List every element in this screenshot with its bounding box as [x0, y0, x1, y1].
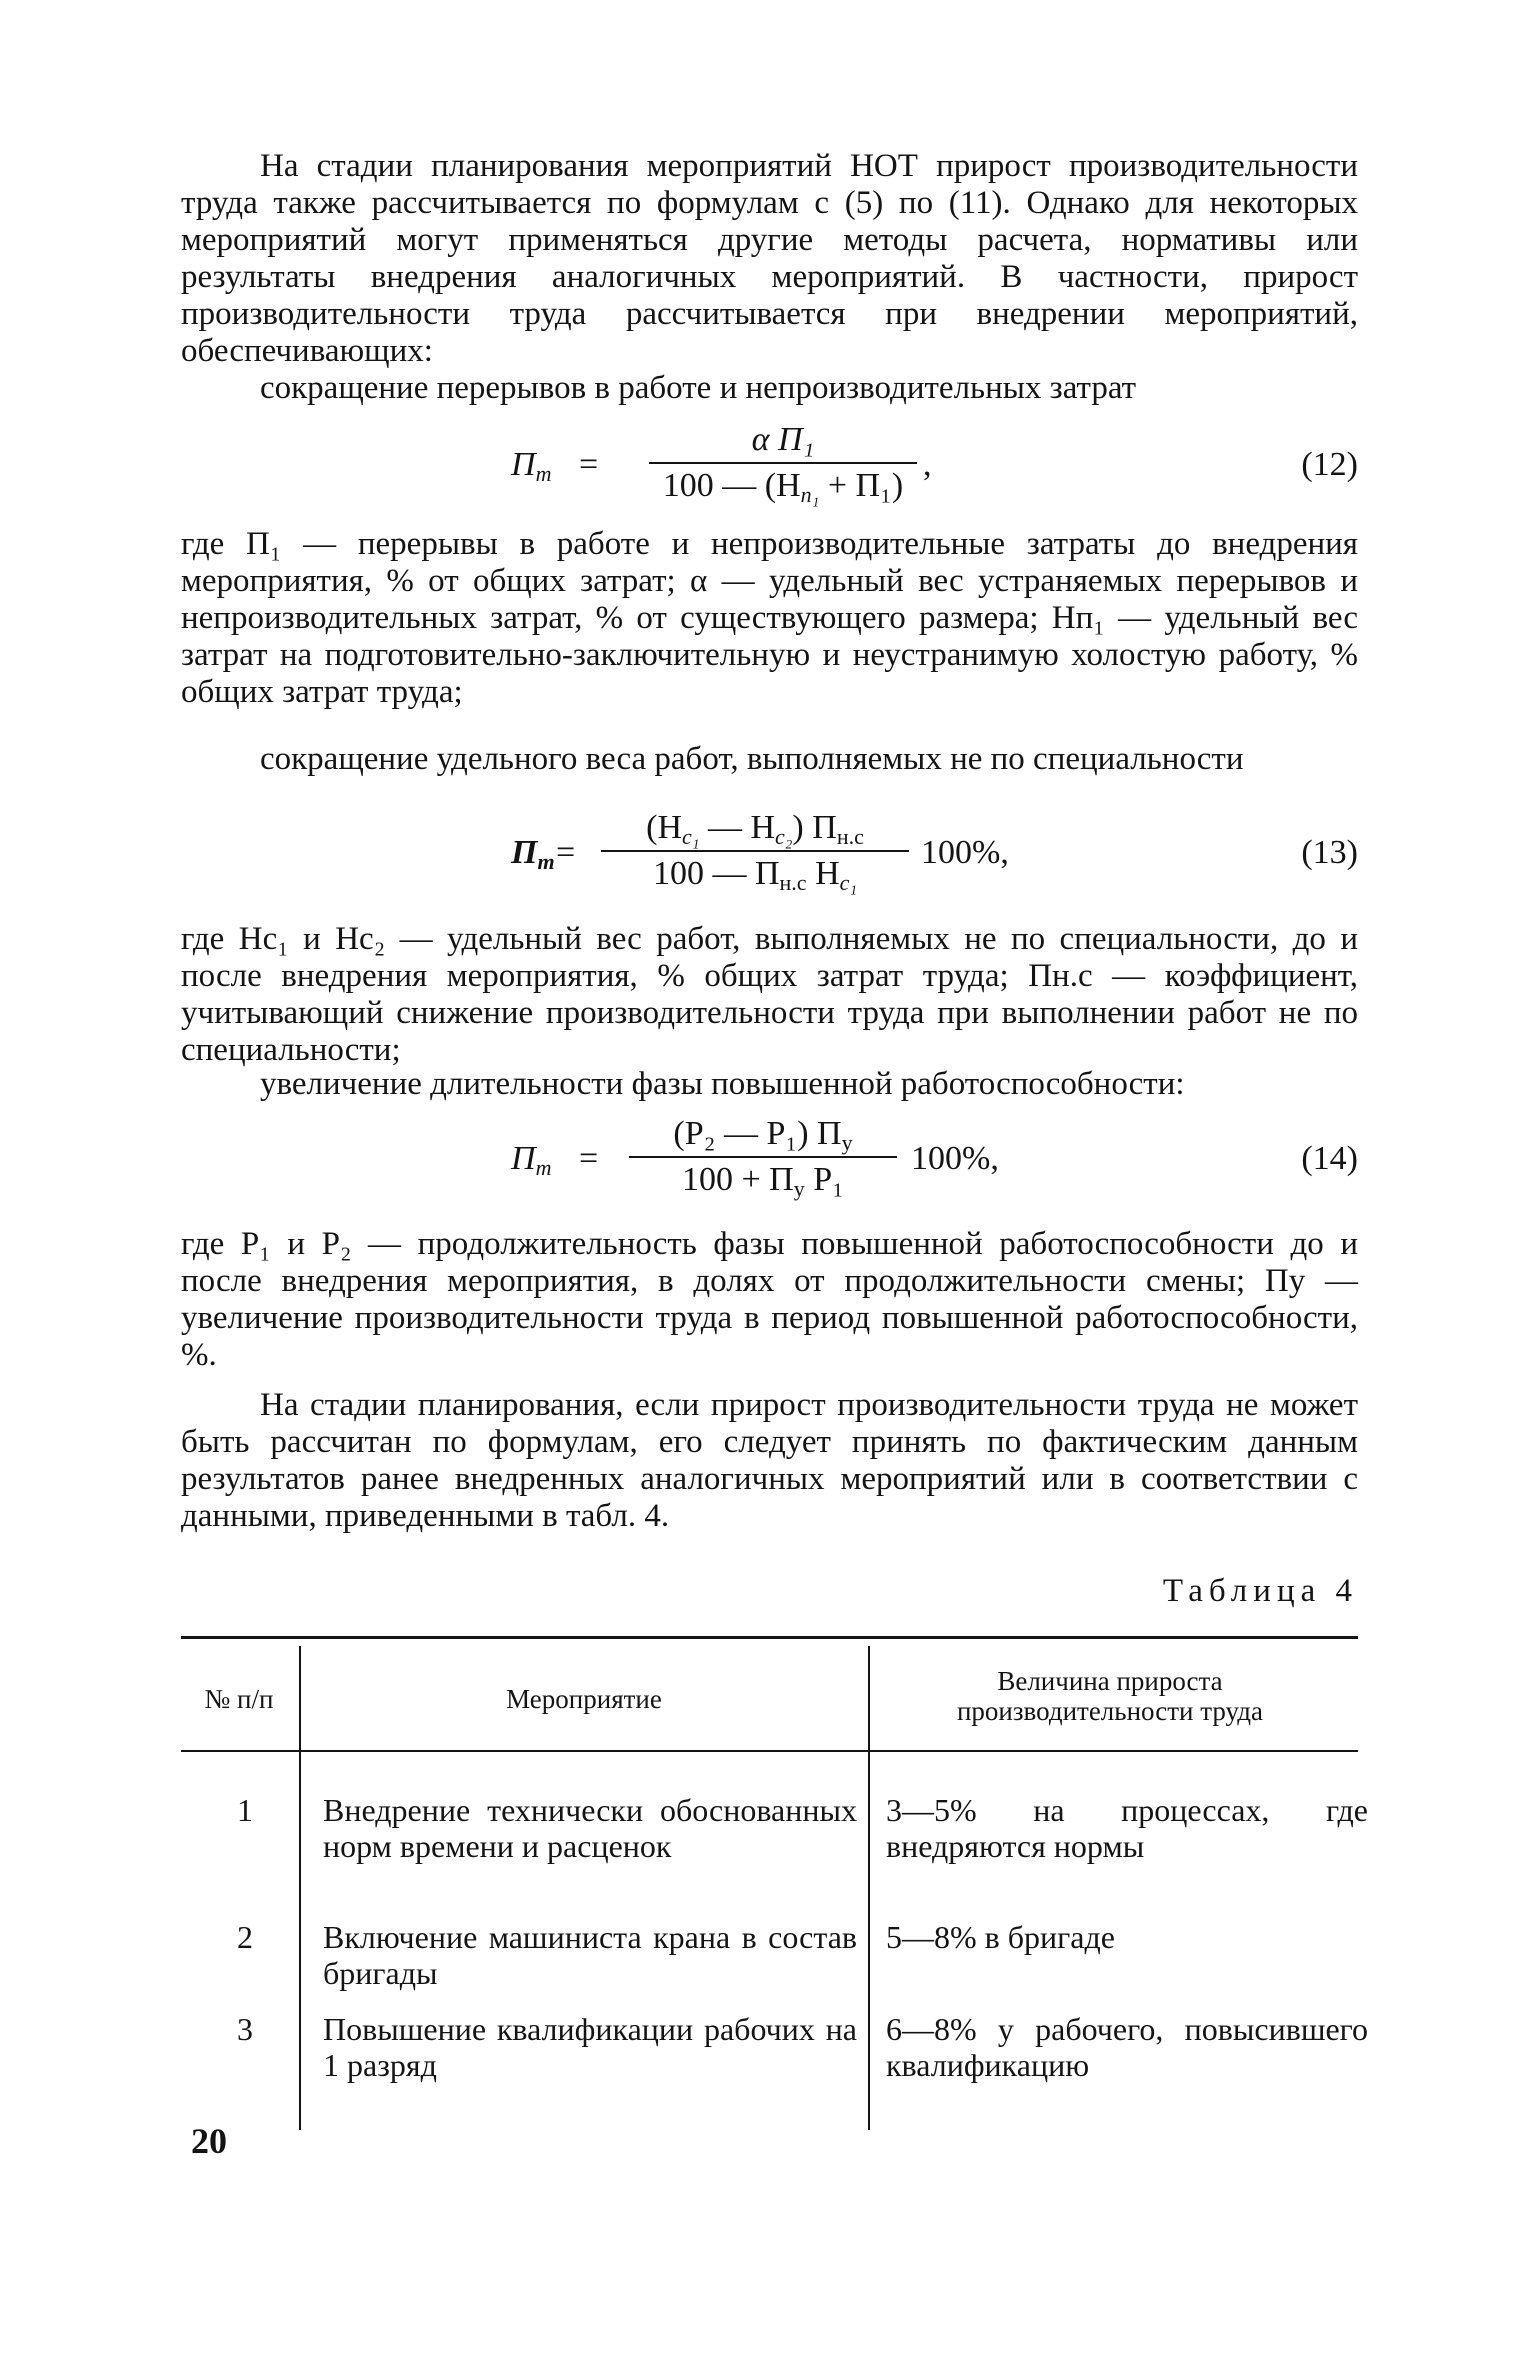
paragraph-specialty-reduction: сокращение удельного веса работ, выполняемых не по специальности: [260, 741, 1244, 777]
paragraph-work-capacity: увеличение длительности фазы повышенной работоспособности:: [260, 1066, 1185, 1102]
table-row-1-number: 1: [237, 1792, 253, 1828]
paragraph-breaks-reduction: сокращение перерывов в работе и непроизводительных затрат: [260, 370, 1137, 406]
table-row-2-value: 5—8% в бригаде: [886, 1919, 1115, 1955]
formula-12: [181, 420, 1358, 510]
table-col-divider-2: [868, 1646, 870, 2130]
formula-13-number: (13): [1301, 834, 1358, 871]
formula-14-multiplier: 100%,: [911, 1140, 999, 1177]
table-row-1-value: 3—5% на процессах, где внедряются нормы: [886, 1792, 1368, 1864]
table-col-divider-1: [299, 1646, 301, 2130]
table-header-number: № п/п: [204, 1684, 274, 1714]
table-row-1-measure: Внедрение технически обоснованных норм времени и расценок: [323, 1792, 857, 1864]
formula-14-numerator: (Р₂ — Р₁) $П_у$: [673, 1115, 853, 1155]
formula-12-lhs: $П_т$: [511, 446, 552, 486]
formula-12-numerator: α П₁: [751, 421, 815, 458]
formula-14-denominator: $100 + П_у$ Р₁: [682, 1161, 844, 1201]
paragraph-intro: На стадии планирования мероприятий НОТ прирост производительности труда также рассчитывается по формулам с (5) по (11). Однако для некоторых мероприятий могут применяться другие методы расчета, нормативы или результаты внедрения аналогичных мероприятий. В частности, прирост производительности труда рассчитывается при внедрении мероприятий, обеспечивающих:: [181, 148, 1358, 369]
paragraph-definitions-13: где Нс₁ и Нс₂ — удельный вес работ, выполняемых не по специальности, до и после внедрения мероприятия, % общих затрат труда; Пн.с — коэффициент, учитывающий снижение производительности труда при выполнении работ не по специальности;: [181, 921, 1358, 1068]
formula-14-fraction: [629, 1114, 897, 1200]
formula-13-numerator: ($Н_{с_1}$ — $Н_{с_2}$) $П_{н.с}$: [646, 809, 864, 849]
paragraph-planning-stage: На стадии планирования, если прирост производительности труда не может быть рассчитан по формулам, его следует принять по фактическим данным результатов ранее внедренных аналогичных мероприятий или в соответствии с данными, приведенными в табл. 4.: [181, 1387, 1358, 1534]
table-title: Таблица 4: [1162, 1573, 1358, 1609]
formula-12-equals: =: [579, 446, 599, 483]
formula-14-number: (14): [1301, 1140, 1358, 1177]
table-row-2-number: 2: [237, 1919, 253, 1955]
formula-12-number: (12): [1301, 446, 1358, 483]
formula-12-fraction: [649, 420, 917, 506]
formula-13-lhs: $П_т$: [511, 834, 555, 874]
table-top-rule: [181, 1636, 1358, 1639]
formula-12-denominator: 100 — $(Н_{п_1} + П_1)$: [662, 467, 904, 507]
formula-14-equals: =: [579, 1140, 599, 1177]
table-header-value: Величина прироста производительности труда: [956, 1666, 1263, 1726]
formula-13-denominator: 100 — $П_{н.с}$ $Н_{с_1}$: [652, 855, 858, 895]
formula-12-comma: ,: [923, 446, 932, 483]
table-row-3-value: 6—8% у рабочего, повысившего квалификацию: [886, 2011, 1368, 2083]
table-row-3-number: 3: [237, 2011, 253, 2047]
formula-14-lhs: $П_т$: [511, 1140, 552, 1180]
formula-14: [181, 1114, 1358, 1204]
table-header-rule: [181, 1750, 1358, 1752]
paragraph-definitions-12: где П₁ — перерывы в работе и непроизводительные затраты до внедрения мероприятия, % от общих затрат; α — удельный вес устраняемых перерывов и непроизводительных затрат, % от существующего размера; Нп₁ — удельный вес затрат на подготовительно-заключительную и неустранимую холостую работу, % общих затрат труда;: [181, 526, 1358, 710]
table-row-2-measure: Включение машиниста крана в состав бригады: [323, 1919, 857, 1991]
formula-13-multiplier: 100%,: [921, 834, 1009, 871]
formula-13-fraction: [601, 808, 909, 894]
paragraph-definitions-14: где Р₁ и Р₂ — продолжительность фазы повышенной работоспособности до и после внедрения мероприятия, в долях от продолжительности смены; Пу — увеличение производительности труда в период повышенной работоспособности, %.: [181, 1226, 1358, 1373]
table-header-measure: Мероприятие: [506, 1684, 662, 1714]
table-row-3-measure: Повышение квалификации рабочих на 1 разряд: [323, 2011, 857, 2083]
formula-13: [181, 808, 1358, 898]
page-number: 20: [191, 2121, 227, 2161]
formula-13-equals: =: [556, 834, 576, 871]
